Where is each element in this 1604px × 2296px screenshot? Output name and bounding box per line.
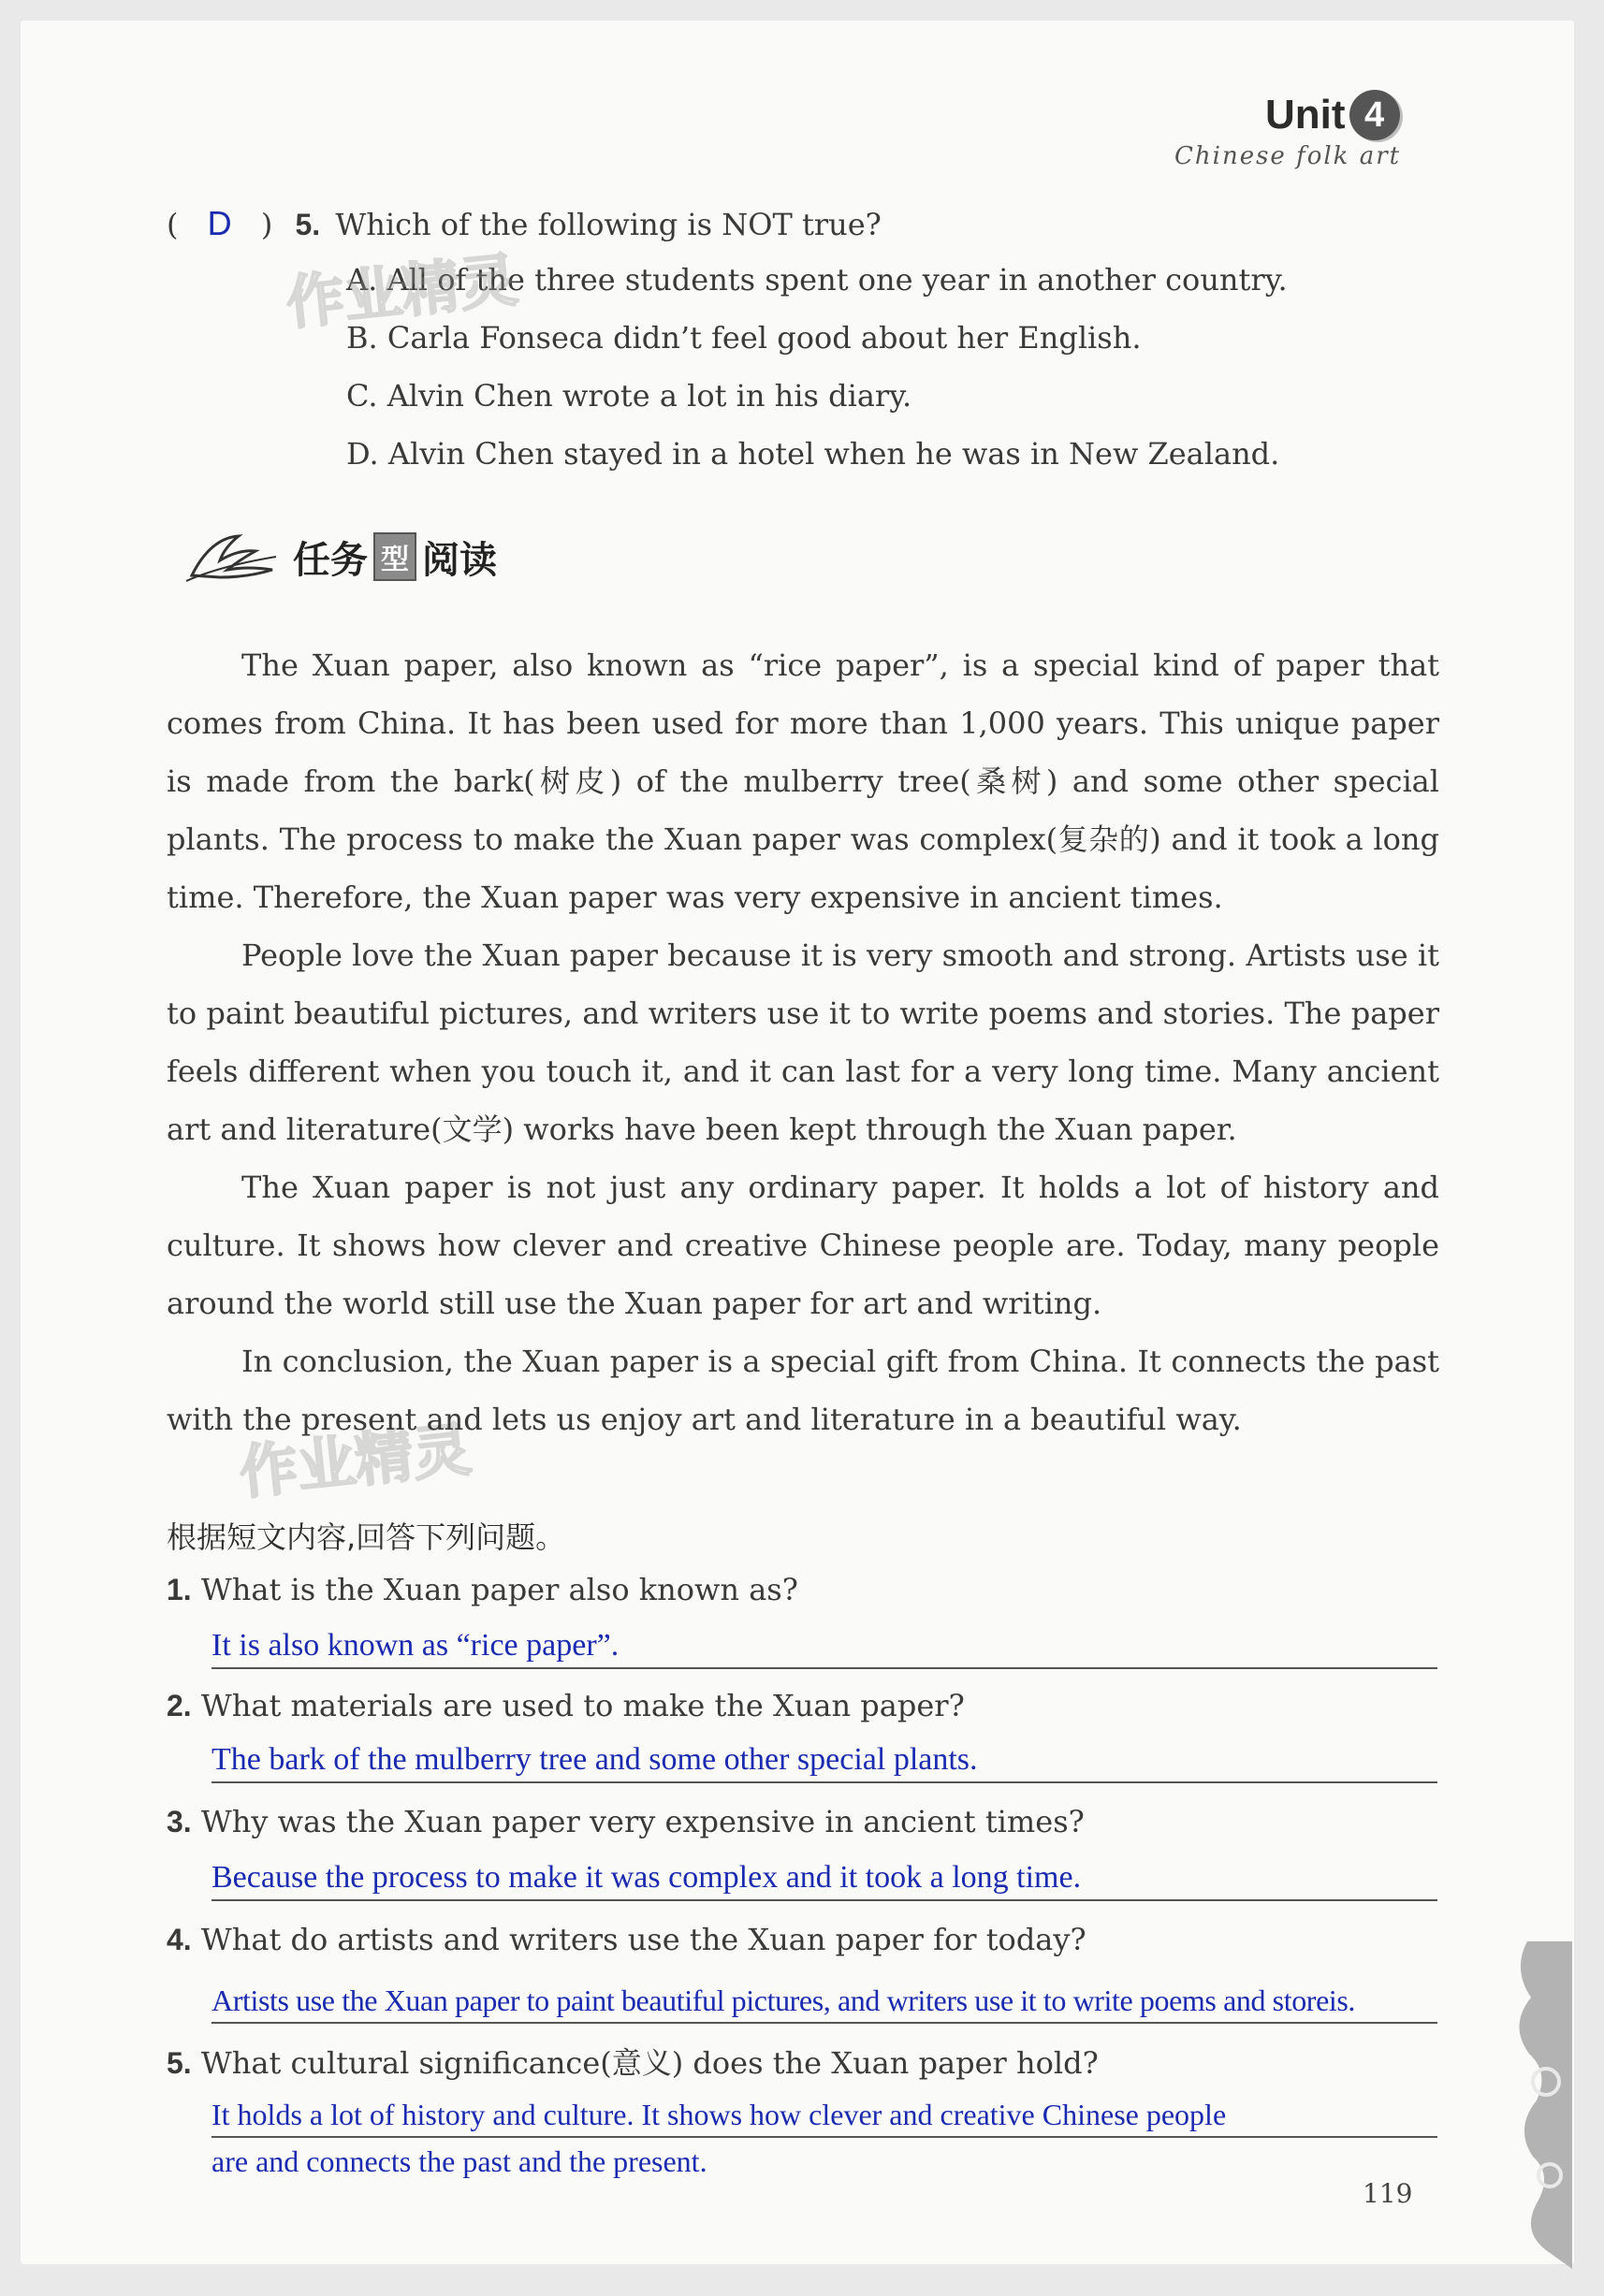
question-text: Why was the Xuan paper very expensive in ancient times?	[200, 1804, 1085, 1839]
answer-1: It is also known as “rice paper”.	[211, 1628, 1437, 1669]
unit-number-badge: 4	[1349, 90, 1400, 140]
mc-answer: D	[207, 204, 232, 242]
cloud-scroll-decoration-icon	[1509, 1941, 1572, 2269]
instruction-text: 根据短文内容,回答下列问题。	[167, 1519, 566, 1555]
page-number: 119	[1363, 2178, 1413, 2209]
option-d: D. Alvin Chen stayed in a hotel when he was in New Zealand.	[346, 436, 1280, 472]
passage-paragraph-3: The Xuan paper is not just any ordinary paper. It holds a lot of history and culture. It shows how clever and creative Chinese people are. Today, many people around the world still use the Xuan paper for art and writing.	[167, 1170, 1439, 1321]
question-2	[167, 1688, 965, 1723]
mc-question-number: 5.	[295, 208, 321, 241]
watermark-top: 作业精灵	[283, 245, 521, 338]
question-number: 4.	[167, 1923, 192, 1956]
question-number: 3.	[167, 1805, 192, 1838]
bracket-open: (	[167, 207, 179, 242]
reading-passage	[167, 636, 1439, 1448]
question-text: What is the Xuan paper also known as?	[200, 1572, 798, 1607]
question-text: What do artists and writers use the Xuan paper for today?	[200, 1922, 1086, 1957]
section-title-left: 任务	[293, 538, 368, 582]
answer-5-line-1: It holds a lot of history and culture. It shows how clever and creative Chinese people	[211, 2098, 1437, 2138]
answer-2: The bark of the mulberry tree and some other special plants.	[211, 1742, 1437, 1783]
section-title	[182, 529, 497, 585]
unit-label: Unit	[1265, 92, 1346, 138]
section-badge: 型	[373, 532, 416, 581]
answer-4: Artists use the Xuan paper to paint beautiful pictures, and writers use it to write poems and storeis.	[211, 1984, 1437, 2024]
unit-subtitle: Chinese folk art	[1174, 142, 1402, 170]
question-3	[167, 1804, 1085, 1839]
question-number: 2.	[167, 1689, 192, 1722]
question-number: 5.	[167, 2046, 192, 2080]
unit-header	[1265, 90, 1400, 140]
option-c: C. Alvin Chen wrote a lot in his diary.	[346, 378, 912, 414]
question-text: What materials are used to make the Xuan paper?	[200, 1688, 965, 1723]
option-a: A. All of the three students spent one year in another country.	[346, 262, 1288, 298]
question-1	[167, 1572, 798, 1607]
passage-paragraph-4: In conclusion, the Xuan paper is a special gift from China. It connects the past with the present and lets us enjoy art and literature in a beautiful way.	[167, 1344, 1439, 1437]
question-number: 1.	[167, 1573, 192, 1606]
answer-3: Because the process to make it was complex and it took a long time.	[211, 1860, 1437, 1901]
bracket-close: )	[260, 207, 273, 242]
answer-5-line-2: are and connects the past and the present.	[211, 2144, 707, 2178]
watermark-middle: 作业精灵	[236, 1415, 474, 1507]
quill-icon	[182, 529, 285, 585]
question-4	[167, 1922, 1086, 1957]
mc-question-text: Which of the following is NOT true?	[335, 207, 882, 242]
option-b: B. Carla Fonseca didn’t feel good about her English.	[346, 320, 1142, 356]
passage-paragraph-1: The Xuan paper, also known as “rice paper”, is a special kind of paper that comes from China. It has been used for more than 1,000 years. This unique paper is made from the bark(树皮) of the mulberry tree(桑树) and some other special plants. The process to make the Xuan paper was complex(复杂的) and it took a long time. Therefore, the Xuan paper was very expensive in ancient times.	[167, 647, 1439, 915]
question-5	[167, 2040, 1099, 2083]
mc-question-5	[167, 204, 882, 243]
passage-paragraph-2: People love the Xuan paper because it is very smooth and strong. Artists use it to paint beautiful pictures, and writers use it to write poems and stories. The paper feels different when you touch it, and it can last for a very long time. Many ancient art and literature(文学) works have been kept through the Xuan paper.	[167, 937, 1439, 1147]
section-title-right: 阅读	[422, 538, 497, 582]
question-text: What cultural significance(意义) does the Xuan paper hold?	[200, 2045, 1099, 2081]
